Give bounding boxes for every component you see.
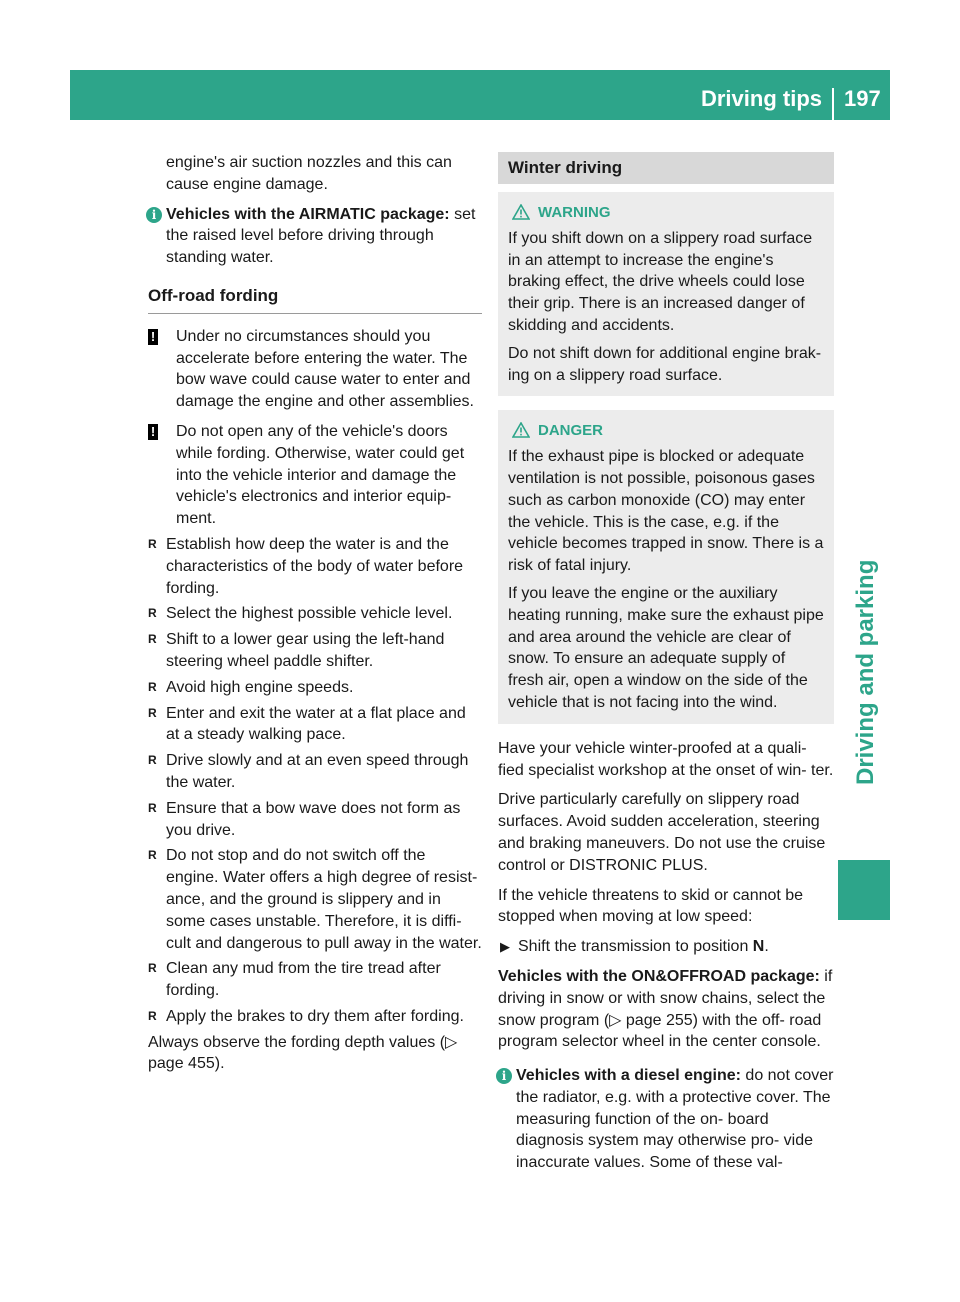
notice-text: Under no circumstances should you accelerate before entering the water. The bow wave could cause water to enter and damage the engine and other assemblies.	[176, 327, 474, 411]
left-column	[148, 152, 482, 1075]
bullet-icon: R	[148, 679, 157, 694]
list-item-text: Enter and exit the water at a flat place and at a steady walking pace.	[166, 704, 466, 744]
danger-text: If the exhaust pipe is blocked or adequate ventilation is not possible, poisonous gases such as carbon monoxide (CO) may enter the vehicle. This is the case, e.g. if the vehicle becomes trapped in snow. There is a risk of fatal injury.	[508, 448, 824, 575]
info-note-text: set the raised level before driving through standing water.	[166, 205, 476, 267]
paragraph: Have your vehicle winter-proofed at a quali- fied specialist workshop at the onset of win- ter.	[498, 739, 834, 779]
list-item-text: Ensure that a bow wave does not form as you drive.	[166, 799, 461, 839]
side-tab-marker	[838, 860, 890, 920]
bullet-icon: R	[148, 1008, 157, 1023]
warning-text: If you shift down on a slippery road surface in an attempt to increase the engine's braking effect, the drive wheels could lose their grip. There is an increased danger of skidding and accidents.	[508, 229, 813, 334]
paragraph: If the vehicle threatens to skid or cannot be stopped when moving at low speed:	[498, 886, 804, 926]
arrow-right-icon: ▶	[500, 939, 510, 955]
paragraph: engine's air suction nozzles and this can cause engine damage.	[166, 154, 452, 193]
step-end: .	[764, 938, 769, 956]
info-note-title: Vehicles with a diesel engine:	[516, 1067, 741, 1085]
instruction-step	[498, 936, 834, 958]
bullet-icon: R	[148, 961, 157, 976]
list-item	[148, 603, 482, 625]
warning-box	[498, 192, 834, 396]
warning-text: Do not shift down for additional engine brak- ing on a slippery road surface.	[508, 344, 822, 384]
list-item	[148, 677, 482, 699]
list-item	[148, 534, 482, 599]
list-item-text: Select the highest possible vehicle level.	[166, 605, 453, 623]
bullet-icon: R	[148, 800, 157, 815]
list-item-text: Apply the brakes to dry them after fording.	[166, 1007, 464, 1025]
notice	[148, 326, 482, 413]
section-heading: Winter driving	[498, 152, 834, 184]
exclamation-icon: !	[148, 329, 158, 345]
right-column	[498, 152, 834, 1174]
header-section-title: Driving tips	[701, 88, 834, 120]
notice-text: Do not open any of the vehicle's doors while fording. Otherwise, water could get into the vehicle interior and damage the vehicle's electronics and interior equip- ment.	[176, 422, 465, 528]
step-text: Shift the transmission to position	[518, 938, 753, 956]
info-note-text: do not cover the radiator, e.g. with a protective cover. The measuring function of the on- board diagnosis system may otherwise pro- vide inaccurate values. Some of these val-	[516, 1067, 834, 1172]
danger-box	[498, 410, 834, 723]
bullet-icon: R	[148, 606, 157, 621]
list-item-text: Do not stop and do not switch off the engine. Water offers a high degree of resist- ance, and the ground is slippery and in some cases unstable. Therefore, it is diffi- cult and dangerous to pull away in the water.	[166, 847, 482, 952]
info-icon: i	[496, 1068, 512, 1084]
page-number: 197	[844, 86, 881, 111]
info-note	[498, 1065, 834, 1174]
list-item-text: Drive slowly and at an even speed through the water.	[166, 752, 469, 791]
exclamation-icon: !	[148, 424, 158, 440]
paragraph	[498, 966, 834, 1053]
section-heading: Off-road fording	[148, 285, 482, 314]
list-item	[148, 750, 482, 794]
bullet-icon: R	[148, 632, 157, 647]
warning-triangle-icon	[512, 204, 530, 220]
page-header	[70, 70, 890, 120]
step-value: N	[752, 938, 765, 956]
warning-label	[508, 202, 824, 224]
info-icon: i	[146, 207, 162, 223]
list-item	[148, 703, 482, 747]
side-tab-label: Driving and parking	[852, 559, 879, 785]
bullet-icon: R	[148, 848, 157, 863]
paragraph-text: if driving in snow or with snow chains, select the snow program (▷ page 255) with the off- road program selector wheel in the center console.	[498, 967, 833, 1051]
bullet-icon: R	[148, 536, 157, 551]
side-tab	[838, 225, 890, 845]
list-item	[148, 1006, 482, 1028]
danger-label	[508, 420, 824, 442]
list-item	[148, 629, 482, 673]
info-note	[148, 204, 482, 269]
info-note-title: Vehicles with the AIRMATIC package:	[166, 205, 450, 223]
paragraph: Always observe the fording depth values (▷ page 455).	[148, 1033, 458, 1073]
danger-text: If you leave the engine or the auxiliary heating running, make sure the exhaust pipe and area around the vehicle are clear of snow. To ensure an adequate supply of fresh air, open a window on the side of the vehicle that is not facing into the wind.	[508, 584, 824, 711]
list-item	[148, 798, 482, 842]
warning-label-text: WARNING	[538, 204, 611, 221]
list-item	[148, 958, 482, 1002]
list-item-text: Shift to a lower gear using the left-hand steering wheel paddle shifter.	[166, 631, 445, 670]
paragraph-title: Vehicles with the ON&OFFROAD package:	[498, 967, 820, 985]
notice	[148, 421, 482, 530]
paragraph: Drive particularly carefully on slippery road surfaces. Avoid sudden acceleration, steering and braking maneuvers. Do not use the cruise control or DISTRONIC PLUS.	[498, 791, 826, 874]
list-item-text: Clean any mud from the tire tread after fording.	[166, 960, 441, 1000]
danger-label-text: DANGER	[538, 422, 604, 440]
list-item-text: Establish how deep the water is and the characteristics of the body of water before fording.	[166, 535, 464, 597]
warning-triangle-icon	[512, 422, 530, 438]
list-item	[148, 845, 482, 954]
bullet-icon: R	[148, 705, 157, 720]
list-item-text: Avoid high engine speeds.	[166, 678, 354, 696]
bullet-icon: R	[148, 753, 157, 768]
header-title-group	[70, 70, 888, 120]
